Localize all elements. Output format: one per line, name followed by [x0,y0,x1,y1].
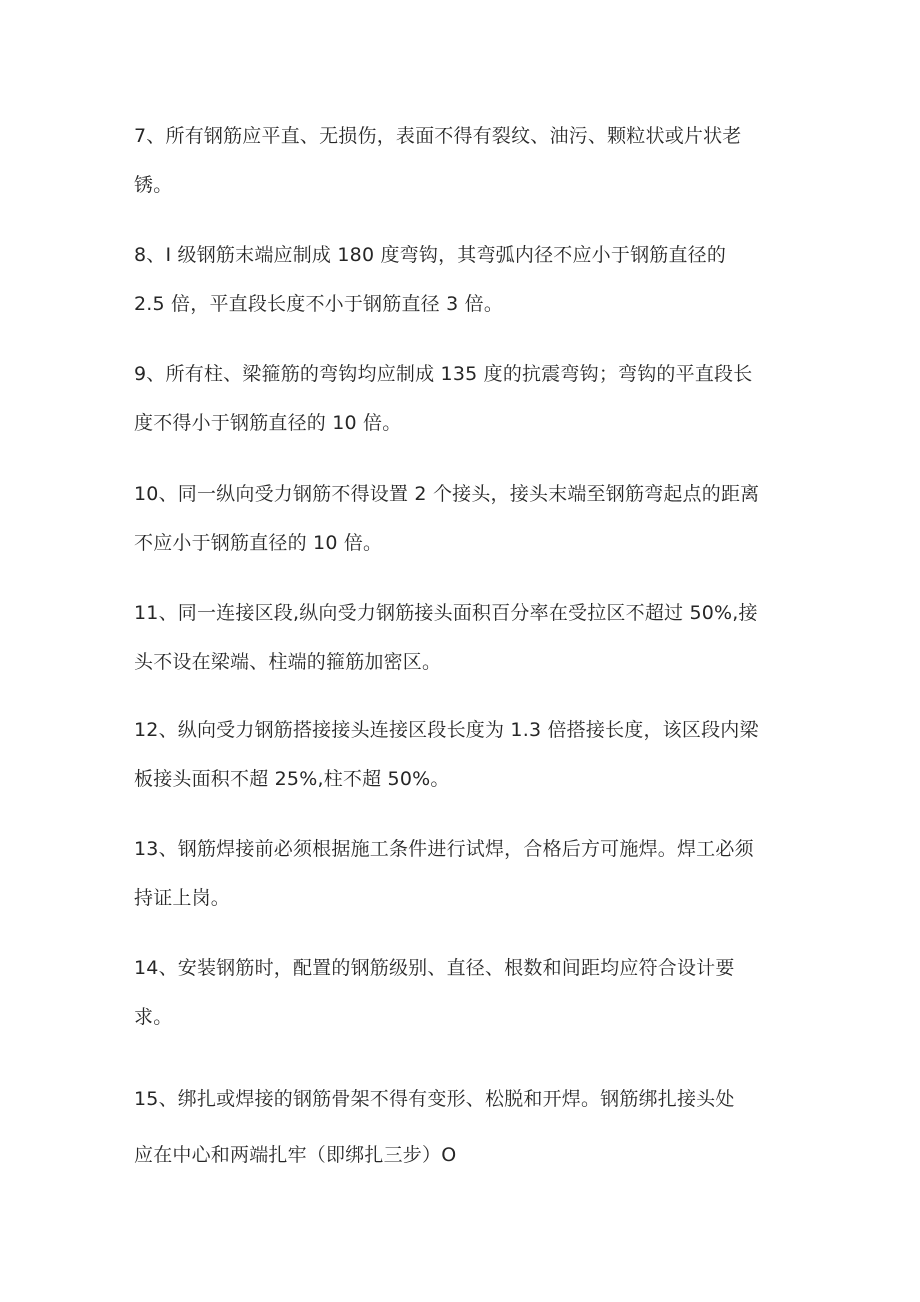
paragraph-item-13 [134,837,794,910]
paragraph-line: 7、所有钢筋应平直、无损伤，表面不得有裂纹、油污、颗粒状或片状老 [134,125,742,147]
paragraph-line: 不应小于钢筋直径的 10 倍。 [134,532,383,554]
paragraph-item-7 [134,124,794,197]
paragraph-item-12 [134,718,794,791]
paragraph-line: 锈。 [134,174,173,196]
paragraph-line: 14、安装钢筋时，配置的钢筋级别、直径、根数和间距均应符合设计要 [134,957,735,979]
paragraph-item-9 [134,362,794,435]
paragraph-line: 头不设在梁端、柱端的箍筋加密区。 [134,651,442,673]
paragraph-line: 9、所有柱、梁箍筋的弯钩均应制成 135 度的抗震弯钩；弯钩的平直段长 [134,363,753,385]
paragraph-item-10 [134,482,794,555]
paragraph-line: 度不得小于钢筋直径的 10 倍。 [134,412,402,434]
paragraph-line: 板接头面积不超 25%,柱不超 50%。 [134,768,450,790]
paragraph-line: 15、绑扎或焊接的钢筋骨架不得有变形、松脱和开焊。钢筋绑扎接头处 [134,1088,735,1110]
paragraph-line: 13、钢筋焊接前必须根据施工条件进行试焊，合格后方可施焊。焊工必须 [134,838,754,860]
paragraph-item-15 [134,1087,794,1167]
paragraph-line: 2.5 倍，平直段长度不小于钢筋直径 3 倍。 [134,293,504,315]
paragraph-line: 求。 [134,1006,173,1028]
paragraph-item-8 [134,243,794,316]
paragraph-line: 应在中心和两端扎牢（即绑扎三步）O [134,1144,457,1166]
paragraph-item-11 [134,601,794,674]
paragraph-line: 持证上岗。 [134,887,231,909]
paragraph-line: 12、纵向受力钢筋搭接接头连接区段长度为 1.3 倍搭接长度，该区段内梁 [134,719,759,741]
paragraph-line: 8、I 级钢筋末端应制成 180 度弯钩，其弯弧内径不应小于钢筋直径的 [134,244,727,266]
paragraph-item-14 [134,956,794,1029]
paragraph-line: 10、同一纵向受力钢筋不得设置 2 个接头，接头末端至钢筋弯起点的距离 [134,483,760,505]
paragraph-line: 11、同一连接区段,纵向受力钢筋接头面积百分率在受拉区不超过 50%,接 [134,602,758,624]
